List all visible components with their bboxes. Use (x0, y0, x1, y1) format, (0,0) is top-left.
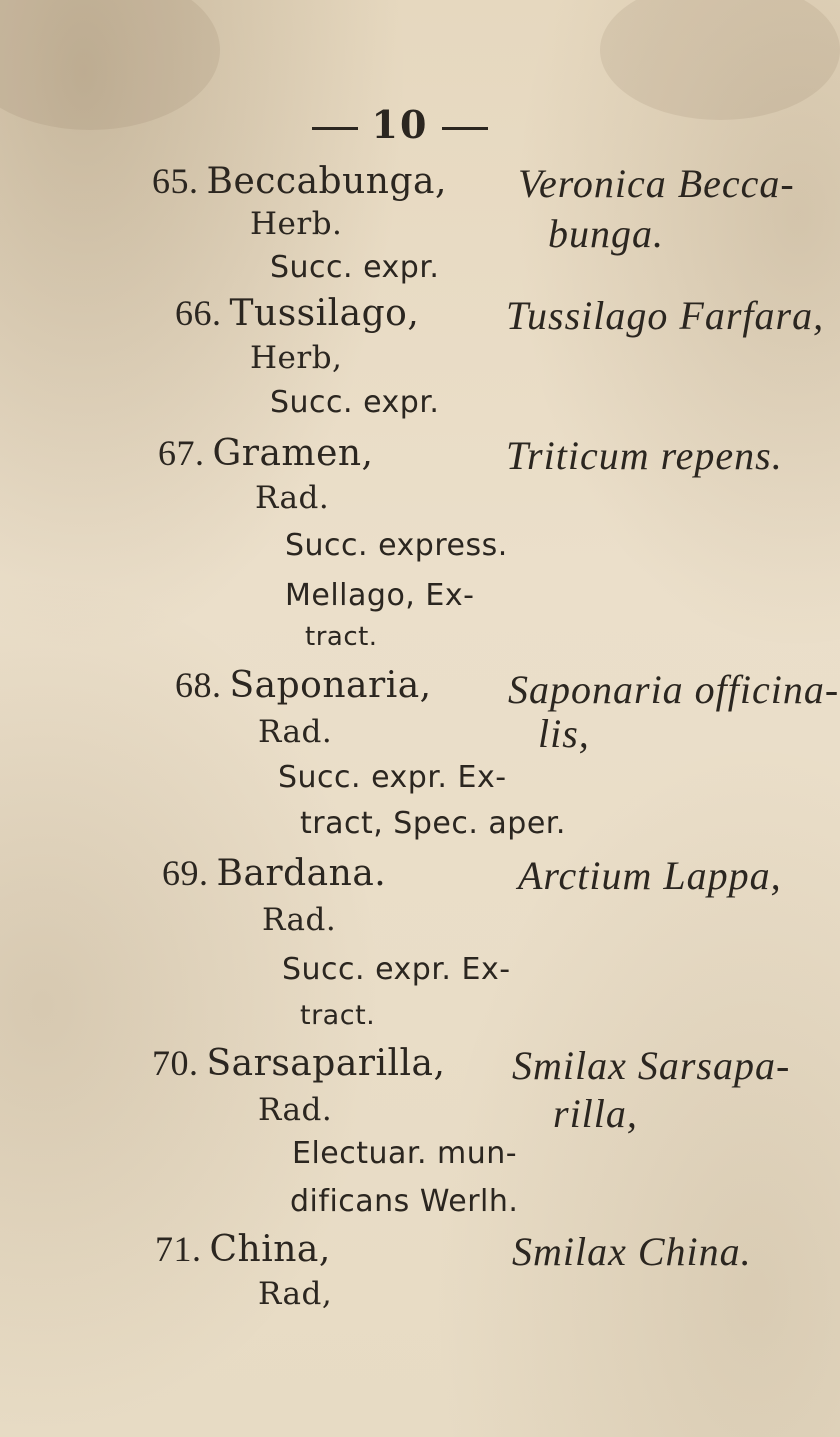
entry-68-prep-1: Succ. expr. Ex- (278, 760, 507, 795)
entry-71-latin: Smilax China. (512, 1229, 752, 1274)
entry-71-part: Rad, (258, 1276, 333, 1312)
entry-69-name: 69. Bardana. (162, 853, 387, 894)
entry-70-latin-cont: rilla, (553, 1091, 638, 1136)
entry-70-prep-2: dificans Werlh. (290, 1184, 519, 1219)
entry-68-name: 68. Saponaria, (175, 665, 432, 706)
header-dash (442, 127, 488, 130)
header-dash (312, 127, 358, 130)
entry-70-part: Rad. (258, 1092, 333, 1128)
entry-67-part: Rad. (255, 480, 330, 516)
entry-71-name: 71. China, (155, 1229, 331, 1270)
entry-66-name: 66. Tussilago, (175, 293, 420, 334)
entry-66-part: Herb, (250, 340, 343, 376)
entry-number: 70. (152, 1043, 199, 1083)
entry-69-latin: Arctium Lappa, (518, 853, 782, 898)
page-number: 10 (0, 102, 800, 147)
entry-65-prep: Succ. expr. (270, 250, 440, 285)
entry-number: 67. (158, 433, 205, 473)
entry-70-latin: Smilax Sarsapa- (512, 1043, 791, 1088)
entry-67-prep-3: tract. (305, 622, 378, 652)
entry-number: 69. (162, 853, 209, 893)
entry-67-prep-2: Mellago, Ex- (285, 578, 475, 613)
entry-number: 66. (175, 293, 222, 333)
entry-69-prep-1: Succ. expr. Ex- (282, 952, 511, 987)
entry-67-latin: Triticum repens. (506, 433, 783, 478)
entry-number: 68. (175, 665, 222, 705)
entry-69-prep-2: tract. (300, 1000, 376, 1031)
entry-65-name: 65. Beccabunga, (152, 161, 447, 202)
entry-66-latin: Tussilago Farfara, (506, 293, 825, 338)
entry-65-latin: Veronica Becca- (518, 161, 795, 206)
entry-65-latin-cont: bunga. (548, 211, 664, 256)
entry-number: 65. (152, 161, 199, 201)
entry-66-prep: Succ. expr. (270, 385, 440, 420)
entry-68-latin: Saponaria officina- (508, 667, 840, 712)
entry-67-name: 67. Gramen, (158, 433, 374, 474)
entry-65-part: Herb. (250, 206, 343, 242)
entry-69-part: Rad. (262, 902, 337, 938)
entry-67-prep-1: Succ. express. (285, 528, 508, 563)
entry-68-part: Rad. (258, 714, 333, 750)
entry-68-latin-cont: lis, (538, 711, 590, 756)
entry-70-prep-1: Electuar. mun- (292, 1136, 518, 1171)
entry-68-prep-2: tract, Spec. aper. (300, 806, 566, 841)
entry-number: 71. (155, 1229, 202, 1269)
entry-70-name: 70. Sarsaparilla, (152, 1043, 446, 1084)
